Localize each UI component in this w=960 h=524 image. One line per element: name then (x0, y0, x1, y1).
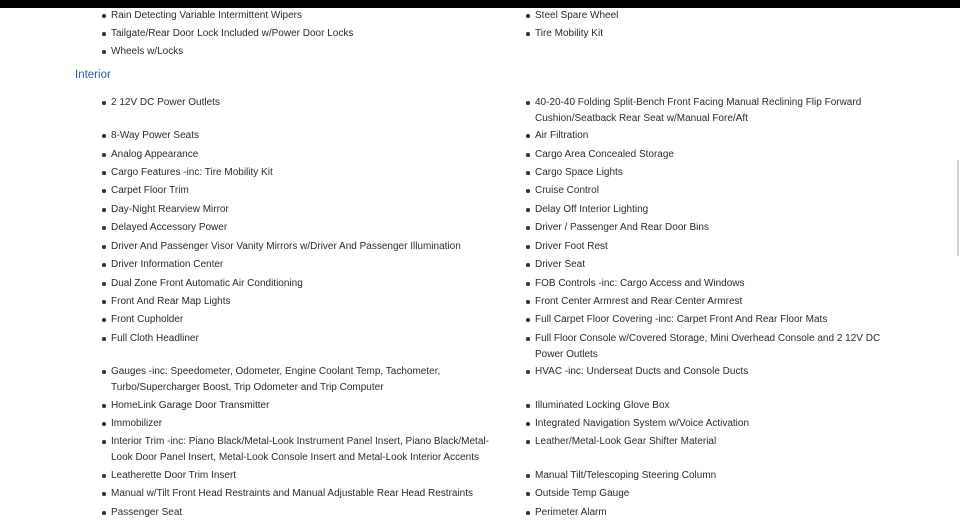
bullet-icon (102, 208, 106, 212)
bullet-icon (102, 153, 106, 157)
list-item-text: Perimeter Alarm (535, 507, 607, 518)
list-item-text: Immobilizer (111, 418, 163, 429)
list-item-text: FOB Controls -inc: Cargo Access and Windows (535, 278, 745, 289)
list-item-text: Manual Tilt/Telescoping Steering Column (535, 470, 717, 481)
list-item-text: 8-Way Power Seats (111, 130, 199, 141)
list-item (111, 257, 511, 273)
list-item-text: Leatherette Door Trim Insert (111, 470, 237, 481)
list-item-text: Passenger Seat (111, 507, 183, 518)
list-item-text: Dual Zone Front Automatic Air Conditioning (111, 278, 303, 289)
list-item-text: Rain Detecting Variable Intermittent Wipers (111, 10, 303, 21)
list-item (535, 416, 920, 432)
list-item-text: Driver And Passenger Visor Vanity Mirrors w/Driver And Passenger Illumination (111, 241, 461, 252)
list-item (111, 505, 511, 521)
bullet-icon (526, 134, 530, 138)
list-item (111, 128, 511, 144)
bullet-icon (526, 208, 530, 212)
list-item-text: Delayed Accessory Power (111, 222, 228, 233)
list-item (111, 26, 511, 42)
list-item-text: Full Carpet Floor Covering -inc: Carpet Front And Rear Floor Mats (535, 314, 828, 325)
bullet-icon (526, 318, 530, 322)
bullet-icon (526, 474, 530, 478)
list-item (535, 220, 920, 236)
bullet-icon (526, 422, 530, 426)
list-item (535, 202, 920, 218)
list-item (111, 239, 511, 255)
bullet-icon (102, 50, 106, 54)
list-item (535, 257, 920, 273)
list-item (535, 183, 920, 199)
list-item-text: Full Floor Console w/Covered Storage, Mini Overhead Console and 2 12V DC Power Outlets (535, 333, 881, 360)
list-item-text: Day-Night Rearview Mirror (111, 204, 229, 215)
bullet-icon (526, 226, 530, 230)
list-item-text: Interior Trim -inc: Piano Black/Metal-Look Instrument Panel Insert, Piano Black/Metal-Look Door Panel Insert, Metal-Look Console Insert and Metal-Look Interior Accents (111, 436, 489, 463)
bullet-icon (526, 282, 530, 286)
list-item (535, 434, 920, 450)
list-item (111, 44, 511, 60)
list-item (111, 486, 511, 502)
list-item-text: Integrated Navigation System w/Voice Activation (535, 418, 750, 429)
list-item (535, 331, 907, 362)
list-item (535, 8, 920, 24)
list-item-text: Gauges -inc: Speedometer, Odometer, Engine Coolant Temp, Tachometer, Turbo/Supercharger Boost, Trip Odometer and Trip Computer (111, 366, 441, 393)
list-item (535, 505, 920, 521)
list-item (111, 95, 511, 111)
bullet-icon (102, 171, 106, 175)
bullet-icon (102, 422, 106, 426)
bullet-icon (526, 263, 530, 267)
list-item (111, 276, 511, 292)
bullet-icon (526, 404, 530, 408)
list-item (111, 364, 501, 395)
bullet-icon (526, 14, 530, 18)
list-item (111, 147, 511, 163)
bullet-icon (102, 282, 106, 286)
bullet-icon (102, 226, 106, 230)
list-item-text: 40-20-40 Folding Split-Bench Front Facing Manual Reclining Flip Forward Cushion/Seatback Rear Seat w/Manual Fore/Aft (535, 97, 862, 124)
scrollbar[interactable] (957, 160, 959, 256)
list-item-text: Manual w/Tilt Front Head Restraints and Manual Adjustable Rear Head Restraints (111, 488, 474, 499)
bullet-icon (526, 300, 530, 304)
list-item (535, 165, 920, 181)
list-item (111, 331, 511, 347)
list-item (535, 364, 920, 380)
bullet-icon (102, 337, 106, 341)
bullet-icon (102, 370, 106, 374)
list-item (111, 183, 511, 199)
list-item-text: Front And Rear Map Lights (111, 296, 231, 307)
list-item-text: 2 12V DC Power Outlets (111, 97, 220, 108)
list-item (111, 468, 511, 484)
bullet-icon (526, 440, 530, 444)
list-item (535, 95, 875, 126)
list-item (535, 486, 920, 502)
list-item (111, 220, 511, 236)
section-heading-interior: Interior (75, 69, 111, 81)
list-item-text: Tire Mobility Kit (535, 28, 603, 39)
list-item-text: Driver Foot Rest (535, 241, 608, 252)
list-item-text: Carpet Floor Trim (111, 185, 189, 196)
list-item-text: Leather/Metal-Look Gear Shifter Material (535, 436, 717, 447)
list-item-text: Front Cupholder (111, 314, 184, 325)
list-item (111, 434, 503, 465)
list-item-text: Cruise Control (535, 185, 599, 196)
bullet-icon (102, 492, 106, 496)
bullet-icon (526, 370, 530, 374)
bullet-icon (102, 474, 106, 478)
list-item (111, 202, 511, 218)
bullet-icon (102, 440, 106, 444)
list-item (111, 312, 511, 328)
list-item (111, 294, 511, 310)
list-item-text: Steel Spare Wheel (535, 10, 619, 21)
list-item (535, 239, 920, 255)
bullet-icon (102, 245, 106, 249)
top-black-bar (0, 0, 960, 8)
list-item (111, 416, 511, 432)
list-item-text: Cargo Features -inc: Tire Mobility Kit (111, 167, 273, 178)
list-item (535, 398, 920, 414)
bullet-icon (102, 318, 106, 322)
list-item (535, 312, 920, 328)
bullet-icon (102, 189, 106, 193)
list-item (111, 398, 511, 414)
bullet-icon (102, 14, 106, 18)
list-item (535, 468, 920, 484)
bullet-icon (526, 153, 530, 157)
list-item-text: Tailgate/Rear Door Lock Included w/Power Door Locks (111, 28, 354, 39)
list-item-text: Analog Appearance (111, 149, 199, 160)
list-item-text: Wheels w/Locks (111, 46, 184, 57)
list-item-text: Driver Seat (535, 259, 586, 270)
bullet-icon (102, 32, 106, 36)
bullet-icon (526, 245, 530, 249)
bullet-icon (102, 511, 106, 515)
list-item (111, 165, 511, 181)
list-item-text: Illuminated Locking Glove Box (535, 400, 670, 411)
bullet-icon (526, 32, 530, 36)
bullet-icon (526, 101, 530, 105)
list-item-text: Outside Temp Gauge (535, 488, 630, 499)
bullet-icon (526, 492, 530, 496)
bullet-icon (526, 337, 530, 341)
bullet-icon (526, 511, 530, 515)
bullet-icon (102, 300, 106, 304)
list-item-text: Driver Information Center (111, 259, 224, 270)
list-item-text: Cargo Area Concealed Storage (535, 149, 674, 160)
list-item-text: Front Center Armrest and Rear Center Armrest (535, 296, 743, 307)
bullet-icon (102, 263, 106, 267)
list-item-text: Air Filtration (535, 130, 589, 141)
list-item-text: HomeLink Garage Door Transmitter (111, 400, 270, 411)
bullet-icon (526, 189, 530, 193)
list-item-text: Cargo Space Lights (535, 167, 623, 178)
bullet-icon (102, 134, 106, 138)
list-item (535, 128, 920, 144)
bullet-icon (526, 171, 530, 175)
list-item-text: Full Cloth Headliner (111, 333, 199, 344)
bullet-icon (102, 404, 106, 408)
list-item-text: HVAC -inc: Underseat Ducts and Console Ducts (535, 366, 749, 377)
list-item (535, 294, 920, 310)
list-item-text: Delay Off Interior Lighting (535, 204, 649, 215)
list-item (535, 147, 920, 163)
list-item (535, 26, 920, 42)
list-item (111, 8, 511, 24)
bullet-icon (102, 101, 106, 105)
list-item-text: Driver / Passenger And Rear Door Bins (535, 222, 709, 233)
list-item (535, 276, 920, 292)
